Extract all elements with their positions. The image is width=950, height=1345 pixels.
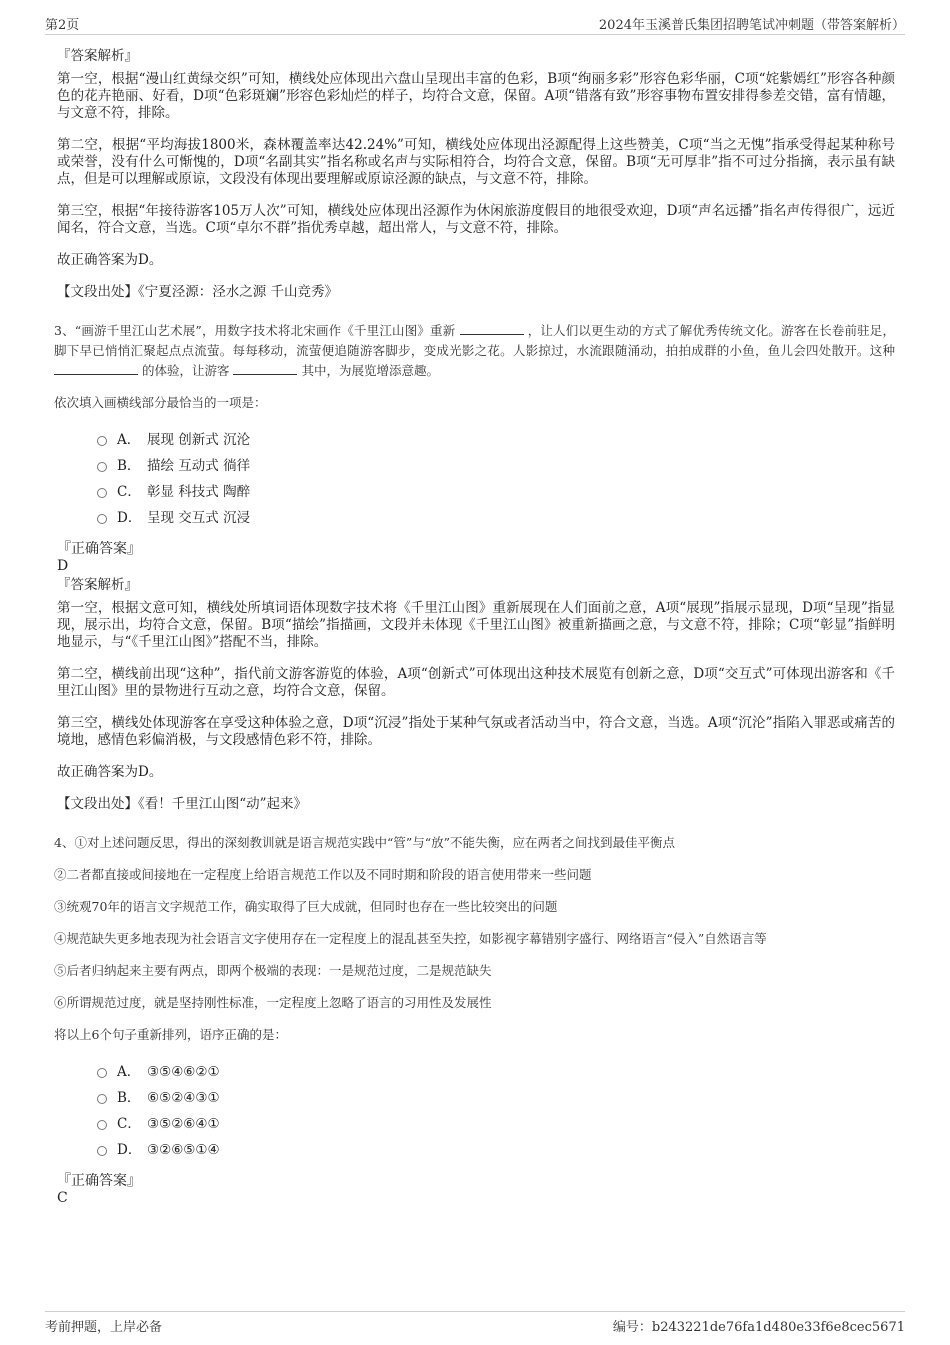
radio-icon[interactable] bbox=[97, 1068, 107, 1078]
q4-option-b[interactable]: B． ⑥⑤②④③① bbox=[97, 1085, 895, 1111]
q4-sentence-2: ②二者都直接或间接地在一定程度上给语言规范工作以及不同时期和阶段的语言使用带来一些问题 bbox=[54, 867, 592, 882]
radio-icon[interactable] bbox=[97, 1146, 107, 1156]
q4-options bbox=[97, 1059, 895, 1163]
q3-source: 【文段出处】《看！千里江山图“动”起来》 bbox=[57, 796, 308, 812]
radio-icon[interactable] bbox=[97, 1120, 107, 1130]
q4-option-c[interactable]: C． ③⑤②⑥④① bbox=[97, 1111, 895, 1137]
q4-answer: C bbox=[57, 1190, 68, 1206]
q3-option-a[interactable]: A． 展现 创新式 沉沦 bbox=[97, 427, 895, 453]
q3-stem bbox=[54, 321, 895, 381]
q3-analysis-p3: 第三空，横线处体现游客在享受这种体验之意，D项“沉浸”指处于某种气氛或者活动当中，符合文意，当选。A项“沉沦”指陷入罪恶或痛苦的境地，感情色彩偏消极，与文段感情色彩不符，排除。 bbox=[57, 715, 895, 748]
radio-icon[interactable] bbox=[97, 1094, 107, 1104]
q3-stem-part1: 3、“画游千里江山艺术展”，用数字技术将北宋画作《千里江山图》重新 bbox=[54, 323, 456, 338]
q2-analysis-p1: 第一空，根据“漫山红黄绿交织”可知，横线处应体现出六盘山呈现出丰富的色彩，B项“绚丽多彩”形容色彩华丽，C项“姹紫嫣红”形容各种颜色的花卉艳丽、好看，D项“色彩斑斓”形容色彩灿烂的样子，均符合文意，保留。A项“错落有致”形容事物布置安排得参差交错，富有情趣，与文意不符，排除。 bbox=[57, 71, 895, 121]
q2-conclusion: 故正确答案为D。 bbox=[57, 252, 163, 268]
q2-analysis-p2: 第二空，根据“平均海拔1800米，森林覆盖率达42.24%”可知，横线处应体现出泾源配得上这些赞美，C项“当之无愧”指承受得起某种称号或荣誉，没有什么可惭愧的，D项“名副其实”指名称或名声与实际相符合，均符合文意，保留。B项“无可厚非”指不可过分指摘，表示虽有缺点，但是可以理解或原谅，文段没有体现出要理解或原谅泾源的缺点，与文意不符，排除。 bbox=[57, 137, 895, 187]
q2-analysis-p3: 第三空，根据“年接待游客105万人次”可知，横线处应体现出泾源作为休闲旅游度假目的地很受欢迎，D项“声名远播”指名声传得很广，远近闻名，符合文意，当选。C项“卓尔不群”指优秀卓越，超出常人，与文意不符，排除。 bbox=[57, 203, 895, 236]
q4-answer-label: 『正确答案』 bbox=[57, 1173, 141, 1189]
radio-icon[interactable] bbox=[97, 514, 107, 524]
q3-conclusion: 故正确答案为D。 bbox=[57, 764, 163, 780]
q3-analysis-label: 『答案解析』 bbox=[57, 577, 138, 593]
document-title: 2024年玉溪普氏集团招聘笔试冲刺题（带答案解析） bbox=[598, 18, 905, 33]
page-header bbox=[45, 14, 905, 35]
footer-slogan: 考前押题，上岸必备 bbox=[45, 1320, 163, 1335]
q3-blank-3 bbox=[233, 362, 297, 375]
q3-answer-label: 『正确答案』 bbox=[57, 541, 141, 557]
q3-stem-part4: 其中，为展览增添意趣。 bbox=[301, 363, 439, 378]
q4-sentence-6: ⑥所谓规范过度，就是坚持刚性标准，一定程度上忽略了语言的习用性及发展性 bbox=[54, 995, 492, 1010]
q4-option-a[interactable]: A． ③⑤④⑥②① bbox=[97, 1059, 895, 1085]
q3-option-b[interactable]: B． 描绘 互动式 徜徉 bbox=[97, 453, 895, 479]
q4-sentence-5: ⑤后者归纳起来主要有两点，即两个极端的表现：一是规范过度，二是规范缺失 bbox=[54, 963, 492, 978]
q3-analysis-p1: 第一空，根据文意可知，横线处所填词语体现数字技术将《千里江山图》重新展现在人们面前之意，A项“展现”指展示显现，D项“呈现”指显现，展示出，均符合文意，保留。B项“描绘”指描画，文段并未体现《千里江山图》被重新描画之意，与文意不符，排除；C项“彰显”指鲜明地显示，与“《千里江山图》”搭配不当，排除。 bbox=[57, 600, 895, 650]
radio-icon[interactable] bbox=[97, 488, 107, 498]
q4-sentence-1: 4、①对上述问题反思，得出的深刻教训就是语言规范实践中“管”与“放”不能失衡，应在两者之间找到最佳平衡点 bbox=[54, 835, 676, 850]
q3-blank-1 bbox=[460, 322, 524, 335]
q2-analysis-label: 『答案解析』 bbox=[57, 48, 138, 64]
q4-instruction: 将以上6个句子重新排列，语序正确的是： bbox=[54, 1027, 287, 1042]
radio-icon[interactable] bbox=[97, 436, 107, 446]
page-number: 第2页 bbox=[45, 18, 80, 33]
q4-option-d[interactable]: D． ③②⑥⑤①④ bbox=[97, 1137, 895, 1163]
q2-source: 【文段出处】《宁夏泾源：泾水之源 千山竞秀》 bbox=[57, 284, 339, 300]
radio-icon[interactable] bbox=[97, 462, 107, 472]
q3-blank-2 bbox=[54, 362, 138, 375]
q3-option-c[interactable]: C． 彰显 科技式 陶醉 bbox=[97, 479, 895, 505]
page-content bbox=[54, 48, 895, 1207]
q3-option-d[interactable]: D． 呈现 交互式 沉浸 bbox=[97, 505, 895, 531]
q4-sentence-4: ④规范缺失更多地表现为社会语言文字使用存在一定程度上的混乱甚至失控，如影视字幕错别字盛行、网络语言“侵入”自然语言等 bbox=[54, 931, 767, 946]
q3-options bbox=[97, 427, 895, 531]
q3-stem-part2: ，让人们以更生动的方式了解优秀传统文化。游客在长卷前驻足，脚下早已悄悄汇聚起点点流萤。每每移动，流萤便追随游客脚步，变成光影之花。人影掠过，水流跟随涌动，拍拍成群的小鱼，鱼儿会四处散开。这种 bbox=[54, 323, 895, 358]
q4-sentence-3: ③统观70年的语言文字规范工作，确实取得了巨大成就，但同时也存在一些比较突出的问题 bbox=[54, 899, 558, 914]
q3-instruction: 依次填入画横线部分最恰当的一项是： bbox=[54, 395, 267, 410]
document-id: 编号：b243221de76fa1d480e33f6e8cec5671 bbox=[612, 1320, 905, 1335]
q3-answer: D bbox=[57, 558, 69, 574]
q3-stem-part3: 的体验，让游客 bbox=[141, 363, 230, 378]
page-footer bbox=[45, 1311, 905, 1337]
q3-analysis-p2: 第二空，横线前出现“这种”，指代前文游客游览的体验，A项“创新式”可体现出这种技术展览有创新之意，D项“交互式”可体现出游客和《千里江山图》里的景物进行互动之意，均符合文意，保留。 bbox=[57, 666, 895, 699]
